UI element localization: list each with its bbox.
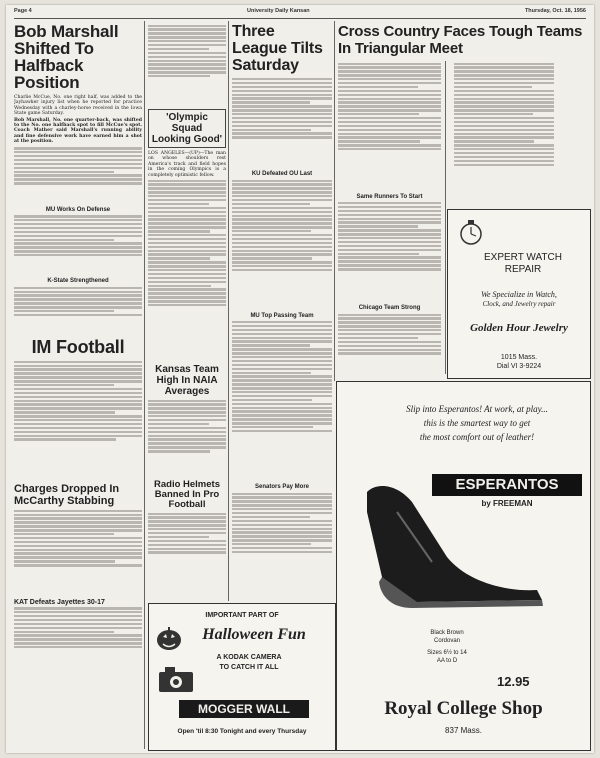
- column-2-top: [148, 23, 226, 103]
- subhead-chicago: Chicago Team Strong: [358, 305, 421, 311]
- article-text-block: [148, 513, 226, 573]
- subhead-same-runners: Same Runners To Start: [356, 193, 423, 200]
- subhead-senators: Senators Pay More: [254, 484, 310, 490]
- article-text-block: [338, 202, 441, 302]
- article-text-block: [148, 180, 226, 360]
- ad-watch-brand: Golden Hour Jewelry: [470, 322, 568, 334]
- ad-hall-line1: A KODAK CAMERA: [216, 654, 282, 661]
- article-text-block: [14, 607, 142, 667]
- ad-esp-price: 12.95: [497, 674, 530, 689]
- watch-icon: [458, 220, 484, 248]
- subhead-ku-ou: KU Defeated OU Last: [251, 171, 313, 177]
- headline-cross-country: Cross Country Faces Tough Teams In Triangular Meet: [338, 23, 583, 57]
- ad-hall-title: Halloween Fun: [202, 626, 306, 643]
- ad-hall-store: MOGGER WALL: [179, 700, 309, 718]
- ad-hall-top: IMPORTANT PART OF: [205, 612, 279, 619]
- pumpkin-icon: [155, 624, 183, 652]
- ad-esp-tagline-1: Slip into Esperantos! At work, at play...: [406, 404, 548, 414]
- newspaper-page: [6, 5, 594, 753]
- cc-col-a: [338, 61, 441, 374]
- article-text-block: [14, 361, 142, 479]
- article-text-block: [14, 146, 142, 204]
- article-text-block: [232, 493, 332, 583]
- page-number: Page 4: [14, 8, 32, 14]
- article-text-block: [14, 510, 142, 596]
- article-text-block: [14, 287, 142, 335]
- masthead: [14, 8, 586, 19]
- column-rule: [334, 21, 335, 381]
- headline-three-league: Three League Tilts Saturday: [232, 23, 323, 74]
- camera-icon: [157, 664, 197, 694]
- ad-halloween: [148, 603, 336, 751]
- ad-esp-sizes: Sizes 6½ to 14: [427, 650, 467, 656]
- ad-esp-tagline-3: the most comfort out of leather!: [419, 432, 535, 442]
- headline-kansas-naia: Kansas Team High In NAIA Averages: [155, 363, 219, 397]
- article-text-block: [232, 321, 332, 481]
- column-1: [14, 23, 142, 749]
- article-body: Charlie McCue, No. one right half, was added to the Jayhawker injury list when he reported for practice Wednesday with a charley-horse received in the Iowa State game Saturday.: [14, 95, 142, 117]
- column-rule: [144, 21, 145, 749]
- ad-watch-phone: Dial VI 3-9224: [496, 363, 542, 370]
- ad-esp-widths: AA to D: [436, 658, 458, 664]
- headline-im-football: IM Football: [31, 336, 125, 357]
- article-text-block: [338, 63, 441, 191]
- paper-name: University Daily Kansan: [247, 8, 310, 14]
- ad-esp-maker: by FREEMAN: [481, 499, 533, 508]
- article-text-block: [14, 215, 142, 275]
- ad-hall-hours: Open 'til 8:30 Tonight and every Thursday: [177, 728, 307, 735]
- column-3: [232, 23, 332, 601]
- subhead-mu-passing: MU Top Passing Team: [250, 312, 314, 319]
- ad-esp-material: Cordovan: [433, 638, 460, 644]
- ad-watch-line1: We Specialize in Watch,: [481, 290, 557, 299]
- headline-marshall: Bob Marshall Shifted To Halfback Position: [14, 23, 119, 92]
- subhead-mu-defense: MU Works On Defense: [45, 206, 111, 213]
- headline-radio-helmets: Radio Helmets Banned In Pro Football: [154, 478, 220, 510]
- article-body: Bob Marshall, No. one quarter-back, was shifted to the No. one halfback spot to fill McCue's spot. Coach Mather said Marshall's running ability and fine defensive work have earned him a shot at the position.: [14, 117, 142, 145]
- article-text-block: [232, 180, 332, 310]
- ad-esperantos: [336, 381, 591, 751]
- article-body: LOS ANGELES—(UP)—The man on whose shoulders rest America's track and field hopes in the coming Olympics is a completely optimistic fellow.: [148, 151, 226, 178]
- column-rule: [228, 21, 229, 601]
- ad-esp-colors: Black Brown: [430, 630, 464, 636]
- article-text-block: [148, 400, 226, 476]
- headline-kat: KAT Defeats Jayettes 30-17: [14, 598, 105, 606]
- ad-esp-tagline-2: this is the smartest way to get: [423, 418, 531, 428]
- article-text-block: [338, 314, 441, 374]
- article-text-block: [148, 25, 226, 104]
- ad-esp-brand: ESPERANTOS: [432, 474, 582, 496]
- column-2: [148, 105, 226, 601]
- headline-olympic: 'Olympic Squad Looking Good': [148, 109, 226, 148]
- headline-charges: Charges Dropped In McCarthy Stabbing: [14, 482, 120, 507]
- article-text-block: [454, 63, 554, 213]
- shoe-icon: [357, 472, 557, 612]
- issue-date: Thursday, Oct. 18, 1956: [524, 8, 586, 14]
- ad-esp-store: Royal College Shop: [384, 698, 543, 719]
- ad-watch-title: EXPERT WATCH REPAIR: [484, 252, 562, 275]
- ad-hall-line2: TO CATCH IT ALL: [219, 664, 279, 671]
- article-text-block: [232, 78, 332, 168]
- subhead-kstate: K-State Strengthened: [47, 278, 109, 285]
- ad-watch-repair: [447, 209, 591, 379]
- ad-watch-line2: Clock, and Jewelry repair: [482, 300, 556, 308]
- ad-esp-address: 837 Mass.: [445, 726, 482, 735]
- ad-watch-address: 1015 Mass.: [500, 354, 538, 361]
